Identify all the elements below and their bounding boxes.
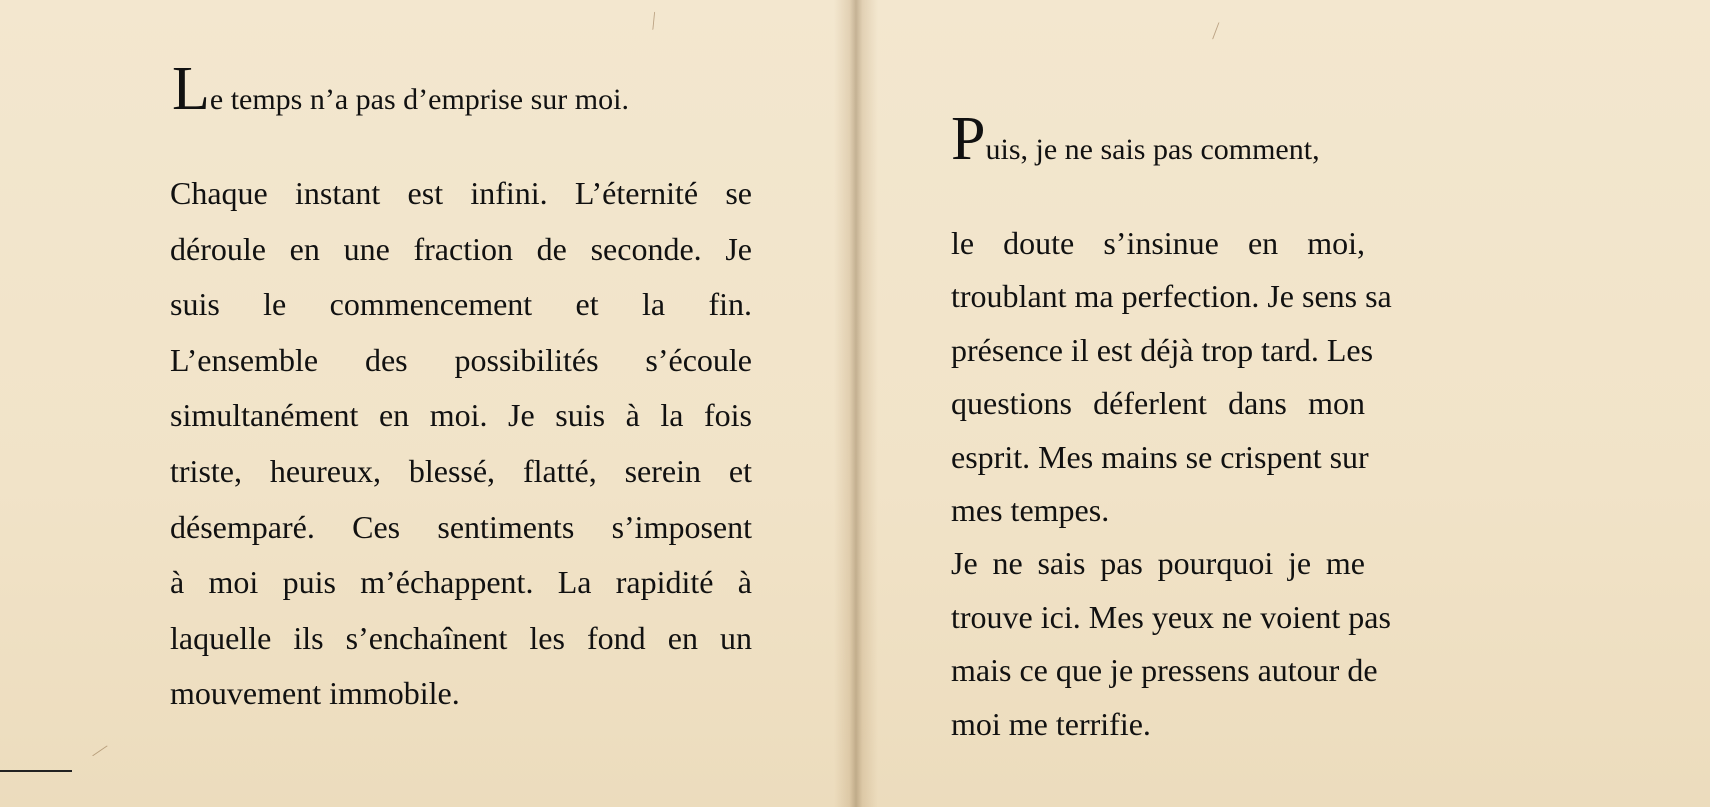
left-body [170, 166, 752, 722]
left-line-7: désemparé. Ces sentiments s’imposent [170, 508, 752, 545]
left-line-4: L’ensemble des possibilités s’écoule [170, 341, 752, 378]
page-footer-rule [0, 770, 72, 772]
left-dropcap: L [172, 55, 210, 123]
right-page [854, 0, 1710, 807]
left-line-2: déroule en une fraction de seconde. Je [170, 230, 752, 267]
right-line-8: trouve ici. Mes yeux ne voient pas [951, 598, 1391, 635]
paper-fiber-mark: ⁄ [645, 8, 662, 33]
right-line-9: mais ce que je pressens autour de [951, 652, 1378, 689]
right-dropcap: P [951, 105, 986, 173]
right-line-2: troublant ma perfection. Je sens sa [951, 278, 1392, 315]
right-line-3: présence il est déjà trop tard. Les [951, 331, 1374, 368]
book-spine-shadow [834, 0, 878, 807]
left-line-9: laquelle ils s’enchaînent les fond en un [170, 619, 752, 656]
right-line-5: esprit. Mes mains se crispent sur [951, 438, 1369, 475]
left-line-10: mouvement immobile. [170, 675, 460, 712]
right-lead-text: uis, je ne sais pas comment, [985, 133, 1320, 166]
right-line-4: questions déferlent dans mon [951, 385, 1365, 422]
left-page [0, 0, 854, 807]
left-line-8: à moi puis m’échappent. La rapidité à [170, 564, 752, 601]
left-line-1: Chaque instant est infini. L’éternité se [170, 175, 752, 211]
right-line-6: mes tempes. [951, 492, 1110, 529]
paper-fiber-mark: ⁄ [1210, 17, 1221, 44]
right-line-7: Je ne sais pas pourquoi je me [951, 545, 1365, 582]
right-opening-line [951, 105, 1320, 173]
left-line-5: simultanément en moi. Je suis à la fois [170, 397, 752, 434]
right-line-10: moi me terrifie. [951, 705, 1151, 742]
right-line-1: le doute s’insinue en moi, [951, 225, 1365, 261]
left-lead-text: e temps n’a pas d’emprise sur moi. [209, 83, 629, 116]
right-body [951, 217, 1392, 751]
left-line-3: suis le commencement et la fin. [170, 286, 752, 323]
paper-fiber-mark: ⁄ [94, 738, 107, 763]
left-opening-line [172, 55, 629, 123]
left-line-6: triste, heureux, blessé, flatté, serein et [170, 452, 752, 489]
